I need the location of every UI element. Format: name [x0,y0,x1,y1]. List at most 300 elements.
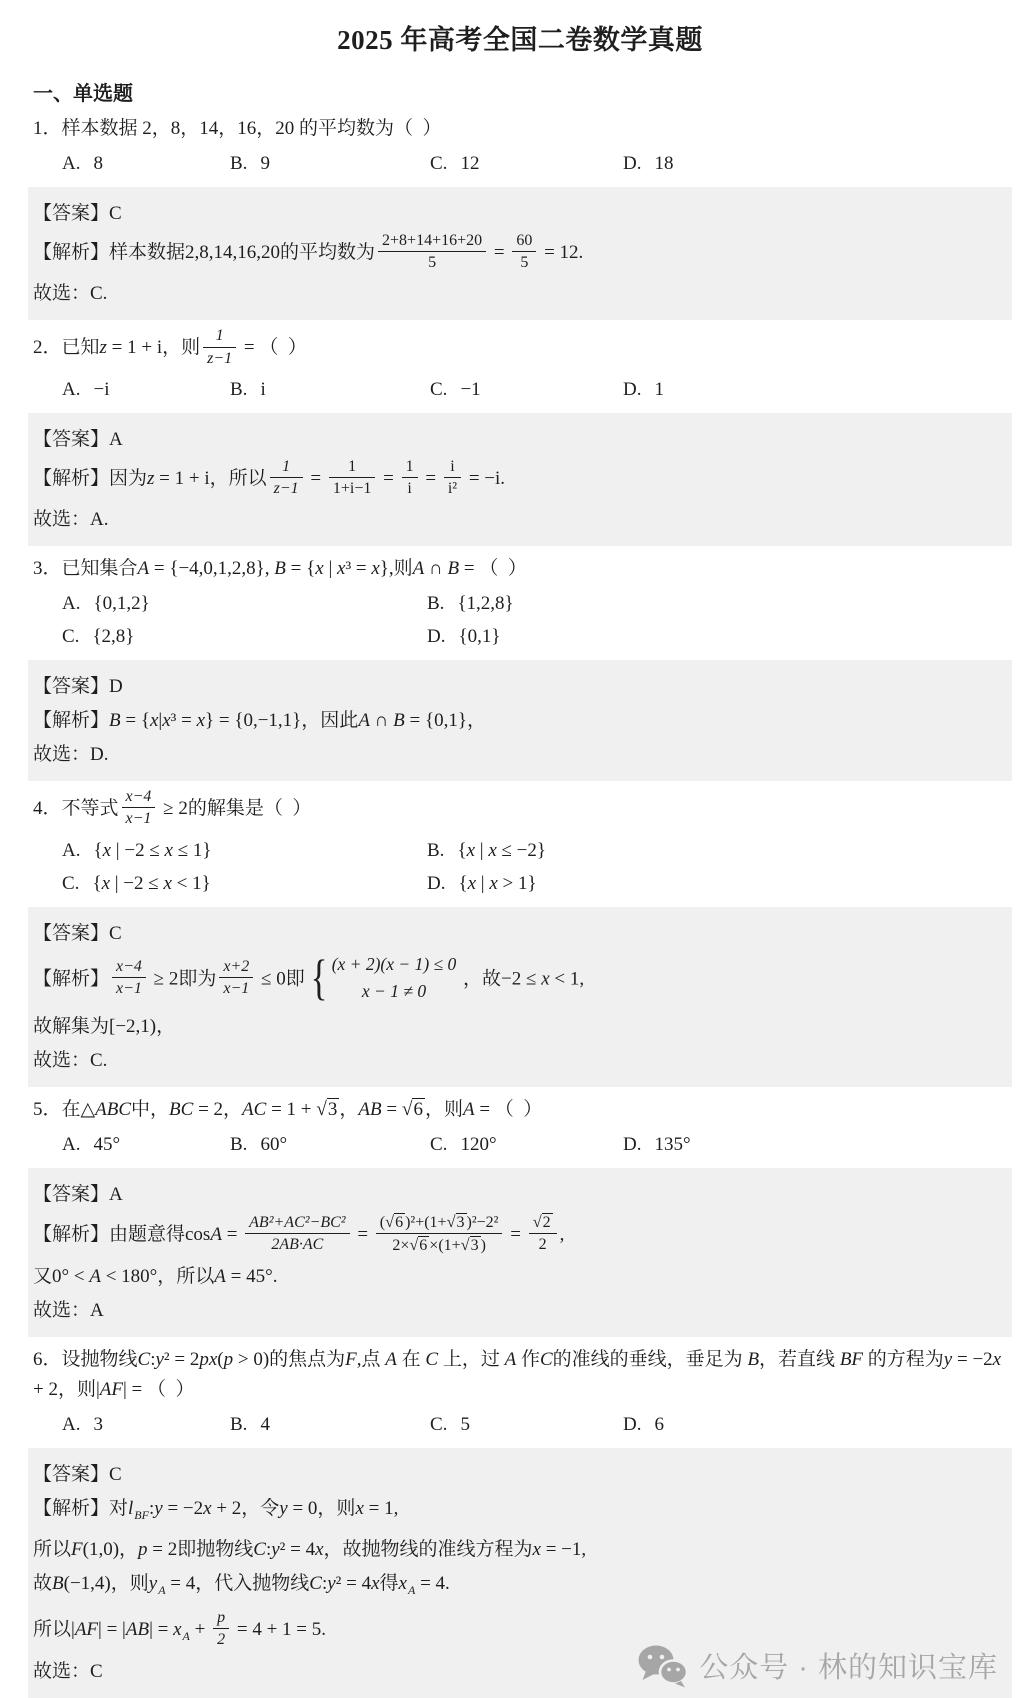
option-text [654,1134,690,1155]
text-run: 60° [260,1133,288,1155]
question-stem [33,1095,1012,1125]
math-var: C [137,1349,151,1371]
text-run: < 1, [549,967,585,989]
option-text [260,1414,270,1435]
text-run: ，若直线 [759,1349,840,1371]
answer-value: A [109,1183,123,1205]
math-var: y [279,1498,288,1520]
option-text [654,1414,664,1435]
text-run: = 2即抛物线 [147,1539,254,1561]
math-var: A [358,710,370,732]
text-run: 又0° < [33,1266,90,1288]
fraction-denominator: 5 [520,254,529,272]
option-label: B. [230,153,248,174]
text-run: 2× [392,1236,410,1254]
math-var: AC [242,1098,267,1120]
radical-sign: √ [316,1098,327,1120]
fraction-denominator: i [407,479,412,497]
radicand: 3 [327,1098,338,1120]
fraction-numerator [376,1212,503,1234]
answer-label: 【答案】 [33,203,110,224]
math-var: px [199,1349,218,1371]
text-run: 1．样本数据 2，8，14，16，20 的平均数为（ ） [33,118,442,139]
text-run: 3 [93,1414,103,1436]
math-var: x [315,558,324,580]
option-text [460,1134,496,1155]
sqrt-expression [533,1214,553,1231]
option-c [430,149,623,179]
watermark-text: 公众号 · 林的知识宝库 [699,1652,998,1684]
text-run: ，则 [424,1098,463,1120]
text-run: 故选：A. [33,509,109,531]
question-6 [28,1345,1012,1697]
fraction [512,231,536,272]
analysis-line [33,1046,1004,1075]
math-var: F [71,1539,83,1561]
math-var: B [393,710,405,732]
math-var: B [52,1573,64,1595]
text-run: 【解析】样本数据2,8,14,16,20的平均数为 [33,242,376,264]
math-var: z [147,467,155,489]
option-text [92,873,210,894]
radicand: 6 [395,1213,404,1231]
text-run: { [458,872,468,894]
text-run: = { [120,710,150,732]
option-label: C. [430,378,448,400]
text-run: = 4 + 1 = 5. [232,1619,327,1641]
text-run: < 180°，所以 [100,1266,215,1288]
math-var: y [327,1573,336,1595]
fraction-numerator: x+2 [219,957,253,978]
answer-line [33,672,1004,701]
fraction-numerator: AB²+AC²−BC² [245,1213,349,1234]
text-run: = −2 [162,1498,204,1520]
option-a [62,589,427,619]
answer-block [28,187,1012,320]
math-var: x [467,872,477,894]
left-brace: { [310,948,328,1005]
text-run: ³ = [345,558,372,580]
math-var: y [271,1539,280,1561]
question-4 [28,789,1012,1087]
system-row: (x + 2)(x − 1) ≤ 0 [331,953,457,974]
text-run: 所以| [33,1619,75,1641]
math-var: A [214,1266,226,1288]
text-run: + 2，则| [33,1349,1006,1401]
text-run: = [221,1223,243,1245]
sqrt-expression [446,1211,467,1231]
text-run: ≥ 2的解集是（ ） [158,798,312,820]
text-run: 12 [460,153,480,174]
analysis-line [33,459,1004,500]
system-rows [332,951,457,1005]
fraction-numerator: 60 [512,231,536,252]
text-run: : [150,1349,156,1371]
text-run: (−1,4)，则 [63,1573,149,1595]
text-run: 故选：A [33,1300,104,1322]
option-b [230,1410,430,1440]
math-var: A [462,1098,475,1120]
option-text [460,379,480,400]
option-b [230,149,430,179]
option-label: A. [62,153,81,174]
fraction [329,457,376,498]
question-5 [28,1095,1012,1337]
fraction-denominator [376,1234,503,1255]
text-run: 135° [654,1133,691,1155]
analysis-line [33,1211,1004,1257]
fraction-numerator: x−4 [112,957,146,978]
math-var: B [274,558,286,580]
text-run: | [323,558,337,580]
math-var: B [747,1349,760,1371]
fraction-denominator: x−1 [223,980,250,998]
analysis-line [33,505,1004,534]
option-text [92,626,134,647]
sqrt-expression [385,1211,405,1231]
options [28,1410,1012,1440]
text-run: 所以 [33,1539,72,1561]
math-var: A [89,1266,101,1288]
option-label: C. [430,1414,448,1436]
math-var: x [102,839,112,861]
math-var: A [412,558,425,580]
analysis-line [33,1569,1004,1605]
math-var: x [162,710,171,732]
text-run: ,点 [356,1349,386,1371]
math-subscript: A [407,1583,416,1598]
math-var: y [154,1498,163,1520]
text-run: 得 [379,1573,399,1595]
text-run: 的准线的垂线，垂足为 [552,1349,748,1371]
math-var: AF [99,1379,123,1401]
fraction-denominator: 5 [428,254,437,272]
math-var: x [466,839,475,861]
text-run: 1 [654,378,664,400]
math-subscript: A [182,1629,190,1644]
text-run: { [93,839,103,861]
math-var: B [447,558,460,580]
option-text [460,153,479,174]
answer-line [33,919,1004,948]
text-run: ³ = [170,710,197,732]
option-a [62,1130,230,1160]
math-var: BC [169,1098,194,1120]
answer-value: D [109,676,123,698]
math-var: B [109,710,121,732]
text-run: 5．在△ [33,1098,96,1120]
text-run: 【解析】对 [33,1498,129,1520]
option-text [654,153,673,174]
text-run: )²+(1+ [405,1213,447,1231]
equation-system [307,948,457,1005]
text-run: < 1} [171,872,211,894]
page-title: 2025 年高考全国二卷数学真题 [337,25,703,55]
question-stem [33,328,1012,369]
fraction [529,1212,557,1254]
answer-block [28,907,1012,1087]
answer-block [28,413,1012,546]
math-var: C [425,1349,439,1371]
analysis-line [33,740,1004,769]
option-text [654,379,664,400]
text-run: > 0)的焦点为 [233,1349,346,1371]
radicand: 2 [542,1214,551,1232]
math-var: x [101,872,110,894]
text-run: | [158,710,163,732]
text-run: ² = 4 [279,1539,316,1561]
text-run: = { [285,558,316,580]
text-run: > 1} [497,872,537,894]
text-run: ² = 2 [163,1349,200,1371]
text-run: 的方程为 [863,1349,944,1371]
text-run: | = （ ） [123,1379,195,1401]
radical-sign: √ [446,1211,456,1231]
fraction-numerator: 1 [270,457,303,478]
text-run: )²−2² [466,1213,499,1231]
fraction [444,457,461,498]
text-run: −1 [460,378,481,400]
option-b [427,836,1012,866]
text-run: },则 [379,558,413,580]
text-run: + 2，令 [211,1498,280,1520]
text-run: 故 [33,1573,53,1595]
system-row: x − 1 ≠ 0 [361,980,427,1001]
math-var: x [532,1539,541,1561]
fraction-denominator: 2AB·AC [271,1235,324,1253]
question-1 [28,114,1012,320]
text-run: = 0，则 [287,1498,356,1520]
analysis-line [33,1494,1004,1530]
answer-label: 【答案】 [33,428,110,450]
text-run: 5 [460,1414,470,1436]
math-var: p [223,1349,234,1371]
option-c [430,375,623,405]
fraction-numerator: 1 [203,326,236,347]
answer-line [33,199,1004,228]
text-run: = 2， [193,1098,243,1120]
option-label: B. [230,1133,248,1155]
fraction-denominator: x−1 [116,980,142,998]
text-run: 4 [260,1414,270,1436]
text-run: = 45°. [225,1266,278,1288]
option-label: D. [427,626,446,648]
math-var: x [337,558,346,580]
text-run: 2．已知 [33,337,100,359]
text-run: = 12. [539,242,584,264]
sqrt-expression [409,1234,429,1254]
wechat-icon [637,1644,689,1688]
fraction-denominator: i² [447,479,458,497]
option-label: D. [623,153,642,174]
math-var: C [253,1539,266,1561]
option-label: A. [62,593,81,615]
option-text [458,873,536,894]
text-run: 【解析】 [33,710,110,732]
option-label: B. [427,839,445,861]
text-run: 上，过 [438,1349,505,1371]
math-var: x [149,710,159,732]
text-run: : [321,1573,328,1595]
text-run: 18 [654,153,674,174]
math-var: y [155,1349,164,1371]
math-var: A [137,558,150,580]
radical-sign: √ [401,1098,413,1120]
math-var: ABC [95,1098,132,1120]
text-run: = −i. [464,467,506,489]
option-b [427,589,1012,619]
math-var: x [398,1573,407,1595]
answer-label: 【答案】 [33,1183,110,1205]
fraction-denominator: z−1 [273,479,299,497]
answer-line [33,1180,1004,1209]
option-text [93,840,211,861]
option-text [93,379,109,400]
option-label: B. [230,1414,248,1436]
fraction-numerator [529,1212,557,1234]
radical-sign: √ [409,1234,419,1254]
fraction-denominator: z−1 [207,349,233,367]
option-text [93,153,103,174]
answer-value: C [109,922,122,944]
math-var: F [345,1349,357,1371]
text-run: i [260,378,266,400]
fraction-numerator: 2+8+14+16+20 [378,231,486,252]
fraction-numerator: p [213,1608,229,1629]
options [28,589,1012,652]
text-run: ) [480,1236,486,1254]
math-var: x [315,1539,324,1561]
sqrt-expression [460,1234,481,1254]
fraction-numerator: 1 [402,457,418,478]
text-run: = 4. [415,1573,450,1595]
radical-sign: √ [460,1234,470,1254]
math-var: AB [125,1619,150,1641]
text-run: = −1, [540,1539,587,1561]
text-run: 3．已知集合 [33,558,138,580]
text-run: 作 [516,1349,540,1371]
option-label: A. [62,839,81,861]
option-d [623,375,1012,405]
text-run: | [476,872,490,894]
text-run: 故解集为[−2,1)， [33,1015,176,1037]
math-var: l [128,1498,134,1520]
option-label: C. [62,872,80,894]
question-stem [33,789,1012,830]
radicand: 6 [419,1236,428,1254]
fraction-numerator: x−4 [122,787,156,808]
text-run: ( [379,1213,386,1231]
option-a [62,149,230,179]
math-var: x [541,967,550,989]
text-run: 【解析】因为 [33,467,148,489]
option-label: D. [623,1414,642,1436]
radicand: 3 [470,1236,479,1254]
text-run: = 4，代入抛物线 [165,1573,310,1595]
fraction-numerator: i [444,457,461,478]
option-label: A. [62,378,81,400]
math-var: x [489,872,498,894]
text-run: ，故抛物线的准线方程为 [323,1539,533,1561]
math-var: p [138,1539,148,1561]
option-c [430,1410,623,1440]
fraction [112,957,146,998]
text-run: = 1, [363,1498,399,1520]
options [28,375,1012,405]
fraction-denominator: 2 [538,1236,547,1254]
text-run: ∩ [369,710,394,732]
question-stem [33,1345,1012,1405]
answer-line [33,1460,1004,1489]
math-var: x [371,558,380,580]
sqrt-expression [402,1098,425,1120]
text-run: 在 [396,1349,426,1371]
option-a [62,836,427,866]
text-run: {1,2,8} [457,593,514,615]
text-run: = [378,467,399,489]
math-var: x [164,839,173,861]
math-subscript: A [158,1583,166,1598]
math-var: x [196,710,206,732]
option-text [260,153,270,174]
text-run: | −2 ≤ [110,872,164,894]
fraction [270,457,303,498]
fraction-denominator: 1+i−1 [332,479,372,497]
analysis-line [33,279,1004,308]
option-label: A. [62,1414,81,1436]
option-text [260,1134,287,1155]
text-run: ，故−2 ≤ [458,967,542,989]
text-run: ² = 4 [335,1573,372,1595]
option-label: D. [623,378,642,400]
text-run: ≥ 2即为 [148,967,217,989]
option-c [62,869,427,899]
question-2 [28,328,1012,546]
fraction [402,457,418,498]
answer-label: 【答案】 [33,922,110,944]
math-var: x [203,1498,212,1520]
text-run: ×(1+ [429,1236,461,1254]
text-run: = {0,1}， [404,710,486,732]
fraction [122,787,156,828]
analysis-line [33,948,1004,1007]
analysis-line [33,706,1004,735]
text-run: ( [217,1349,224,1371]
text-run: ≤ 1} [172,839,212,861]
text-run: = [489,242,510,264]
text-run: 【解析】 [33,967,110,989]
fraction [245,1213,349,1254]
text-run: 120° [460,1133,497,1155]
text-run: 6 [654,1414,664,1436]
option-d [623,1130,1012,1160]
math-var: x [488,839,497,861]
analysis-line [33,1296,1004,1325]
text-run: 中， [131,1098,170,1120]
radicand: 6 [413,1098,423,1120]
fraction-denominator: 2 [217,1631,226,1649]
page [28,0,1012,1698]
option-text [93,1134,120,1155]
option-b [230,375,430,405]
text-run: 6．设抛物线 [33,1349,138,1371]
fraction [378,231,486,272]
sqrt-expression [316,1098,339,1120]
answer-label: 【答案】 [33,1464,110,1486]
text-run: {0,1,2} [93,593,150,615]
math-var: A [210,1223,222,1245]
option-b [230,1130,430,1160]
